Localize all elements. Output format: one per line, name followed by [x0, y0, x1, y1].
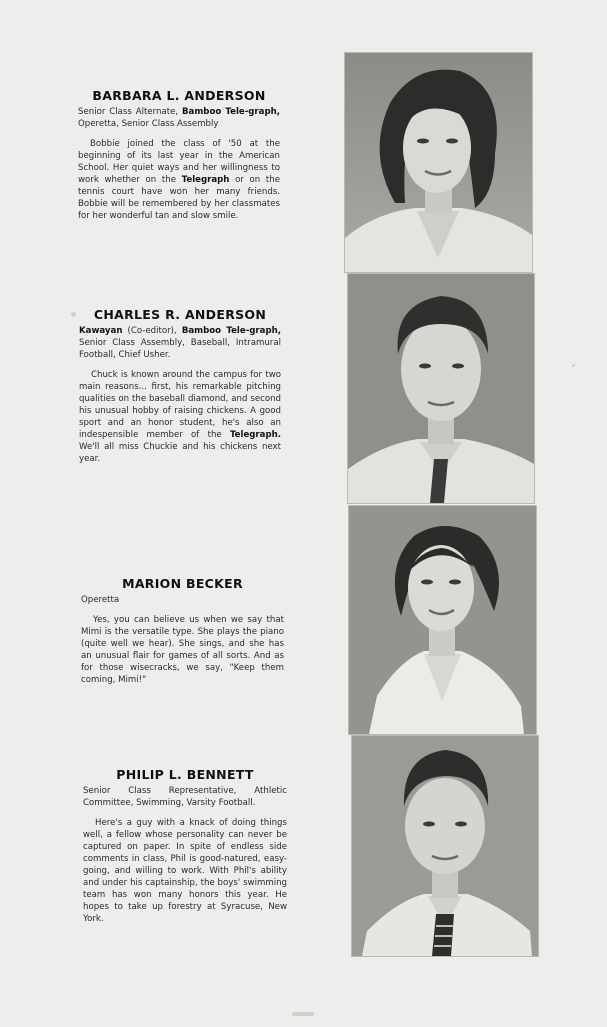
student-photo	[348, 505, 537, 735]
student-activities: Kawayan (Co-editor), Bamboo Tele-graph, Senior Class Assembly, Baseball, Intramural Football, Chief Usher.	[79, 326, 281, 360]
student-activities: Operetta	[81, 595, 120, 605]
student-name: BARBARA L. ANDERSON	[92, 88, 266, 103]
student-bio: Here's a guy with a knack of doing things well, a fellow whose personality can never be captured on paper. In spite of endless side comments in class, Phil is good-natured, easy-going, and willing to work. With Phil's ability and under his captainship, the boys' swimming team has won many honors this year. He hopes to take up forestry at Syracuse, New York.	[83, 818, 287, 924]
student-name: CHARLES R. ANDERSON	[93, 307, 267, 322]
student-bio: Yes, you can believe us when we say that Mimi is the versatile type. She plays the piano (quite well we hear). She sings, and she has an unusual flair for games of all sorts. And as for those wisecracks, we say, "Keep them coming, Mimi!"	[81, 615, 284, 685]
paper-speck	[572, 364, 575, 367]
paper-speck	[292, 1012, 314, 1016]
student-entry	[81, 576, 284, 686]
student-entry	[78, 88, 280, 222]
student-activities: Senior Class Alternate, Bamboo Tele-graph, Operetta, Senior Class Assembly	[78, 107, 281, 129]
student-photo	[344, 52, 533, 273]
student-name: MARION BECKER	[122, 576, 243, 591]
student-bio: Bobbie joined the class of '50 at the beginning of its last year in the American School. Her quiet ways and her willingness to work whether on the Telegraph or on the tennis court have won her many friends. Bobbie will be remembered by her classmates for her wonderful tan and slow smile.	[78, 139, 280, 221]
student-photo	[347, 273, 535, 504]
student-entry	[83, 767, 287, 925]
student-name: PHILIP L. BENNETT	[116, 767, 254, 782]
student-activities: Senior Class Representative, Athletic Committee, Swimming, Varsity Football.	[83, 786, 287, 808]
student-photo	[351, 735, 539, 957]
paper-speck	[71, 312, 76, 317]
student-bio: Chuck is known around the campus for two main reasons... first, his remarkable pitching qualities on the baseball diamond, and second his unusual hobby of raising chickens. A good sport and an honor student, he's also an indespensible member of the Telegraph. We'll all miss Chuckie and his chickens next year.	[79, 370, 281, 464]
student-entry	[79, 307, 281, 465]
